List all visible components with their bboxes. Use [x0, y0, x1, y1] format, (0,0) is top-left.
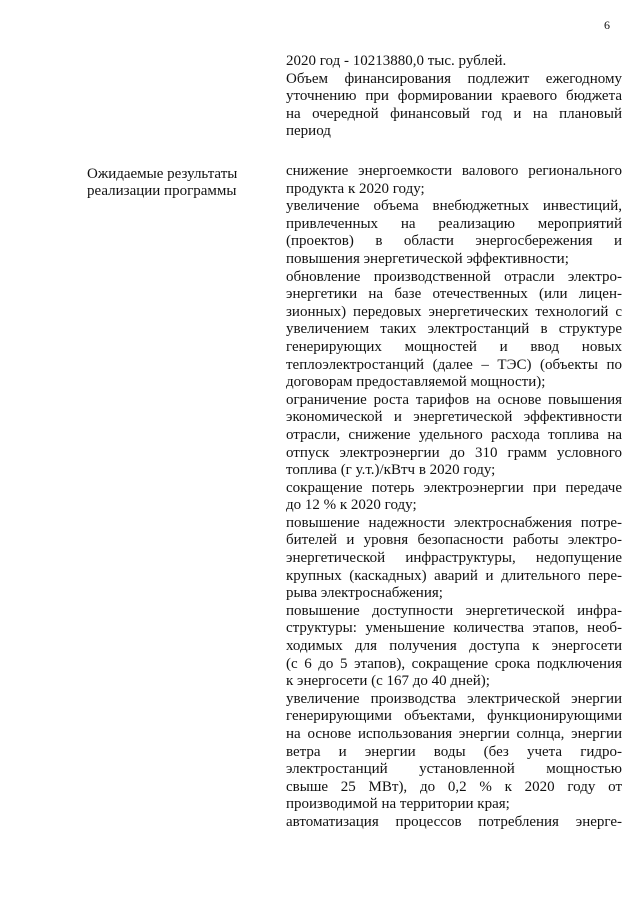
- results-line: крупных (каскадных) аварий и длительного пере-: [286, 567, 622, 584]
- results-line: повышение надежности электроснабжения потре-: [286, 514, 622, 531]
- results-line: ходимых для получения доступа к энергосети: [286, 638, 622, 655]
- results-line: (с 6 до 5 этапов), сокращение срока подключения: [286, 655, 622, 672]
- results-line: ограничение роста тарифов на основе повышения: [286, 391, 622, 408]
- results-line: зионных) передовых энергетических технологий с: [286, 303, 622, 320]
- results-label-line: реализации программы: [87, 183, 237, 199]
- results-line: электростанций установленной мощностью: [286, 761, 622, 778]
- results-line: бителей и уровня безопасности работы электро-: [286, 532, 622, 549]
- results-line: автоматизация процессов потребления энерге-: [286, 813, 622, 830]
- results-line: теплоэлектростанций (далее – ТЭС) (объекты по: [286, 356, 622, 373]
- results-line: экономической и энергетической эффективности: [286, 409, 622, 426]
- results-line: (проектов) в области энергосбережения и: [286, 233, 622, 250]
- results-line: свыше 25 МВт), до 0,2 % к 2020 году от: [286, 778, 622, 795]
- funding-line: на очередной финансовый год и на плановый: [286, 105, 622, 122]
- results-line: структуры: уменьшение количества этапов, необ-: [286, 620, 622, 637]
- results-label-line: Ожидаемые результаты: [87, 166, 238, 182]
- results-line: энергетики на базе отечественных (или лицен-: [286, 286, 622, 303]
- results-line: к энергосети (с 167 до 40 дней);: [286, 673, 490, 690]
- results-line: отпуск электроэнергии до 310 грамм условного: [286, 444, 622, 461]
- results-line: привлеченных на реализацию мероприятий: [286, 215, 622, 232]
- funding-line: 2020 год - 10213880,0 тыс. рублей.: [286, 53, 507, 69]
- results-line: отрасли, снижение удельного расхода топлива на: [286, 426, 622, 443]
- results-line: увеличение производства электрической энергии: [286, 690, 622, 707]
- results-line: обновление производственной отрасли электро-: [286, 268, 622, 285]
- results-label: [87, 166, 267, 200]
- results-line: снижение энергоемкости валового регионального: [286, 163, 622, 179]
- funding-block: [286, 53, 622, 141]
- results-line: рыва электроснабжения;: [286, 585, 443, 602]
- results-line: генерирующих мощностей и ввод новых: [286, 338, 622, 355]
- funding-line: период: [286, 123, 331, 139]
- results-line: продукта к 2020 году;: [286, 180, 425, 197]
- results-line: производимой на территории края;: [286, 796, 510, 813]
- results-line: ветра и энергии воды (без учета гидро-: [286, 743, 622, 760]
- funding-line: уточнению при формировании краевого бюджета: [286, 88, 622, 104]
- results-line: увеличение объема внебюджетных инвестиций,: [286, 198, 622, 215]
- results-line: на основе использования энергии солнца, энергии: [286, 726, 622, 742]
- results-line: договорам предоставляемой мощности);: [286, 374, 546, 391]
- funding-line: Объем финансирования подлежит ежегодному: [286, 70, 622, 87]
- results-line: повышения энергетической эффективности;: [286, 250, 569, 267]
- results-line: энергетической инфраструктуры, недопущение: [286, 550, 622, 567]
- results-line: повышение доступности энергетической инфра-: [286, 602, 622, 619]
- results-line: генерирующими объектами, функционирующими: [286, 708, 622, 725]
- results-line: увеличением таких электростанций в структуре: [286, 321, 622, 338]
- results-text: [286, 163, 622, 832]
- page-number: 6: [604, 18, 610, 32]
- results-line: топлива (г у.т.)/кВтч в 2020 году;: [286, 462, 496, 479]
- results-line: до 12 % к 2020 году;: [286, 497, 417, 514]
- results-line: сокращение потерь электроэнергии при передаче: [286, 479, 622, 496]
